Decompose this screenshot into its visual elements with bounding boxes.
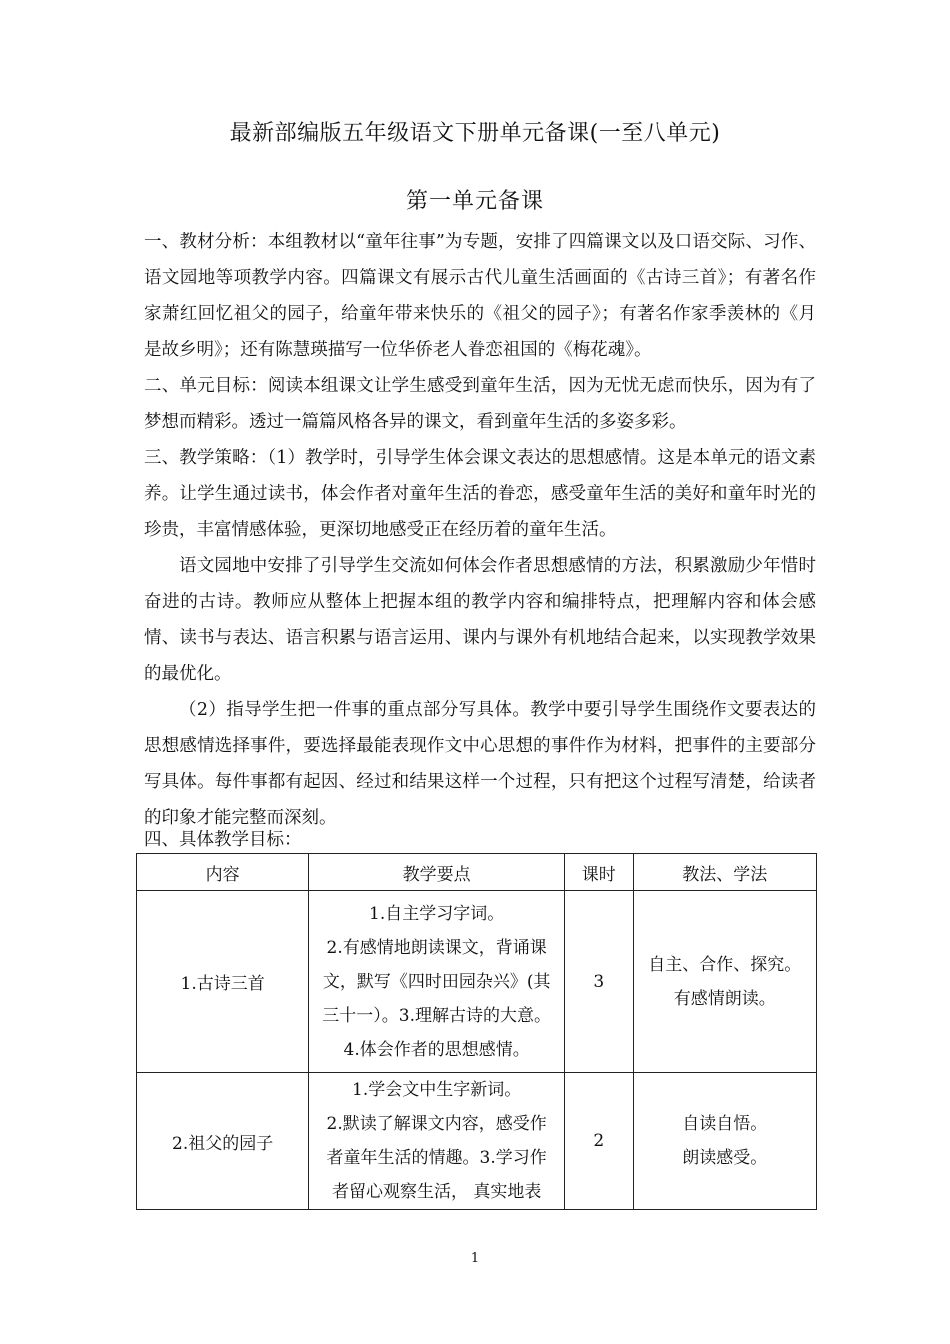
point-line: 三十一）。3.理解古诗的大意。 [322,1005,552,1026]
cell-methods [633,1073,816,1210]
cell-content: 2.祖父的园子 [137,1073,309,1210]
paragraph-goals: 二、单元目标：阅读本组课文让学生感受到童年生活，因为无忧无虑而快乐，因为有了梦想而精彩。透过一篇篇风格各异的课文，看到童年生活的多姿多彩。 [144,376,816,432]
method-line: 朗读感受。 [682,1148,768,1168]
cell-teaching-points [309,891,565,1073]
header-teaching-points: 教学要点 [309,854,565,891]
point-line: 1.学会文中生字新词。 [352,1080,522,1100]
cell-class-hours: 2 [564,1073,633,1210]
unit-title: 第一单元备课 [405,189,544,214]
table-header-row [137,854,817,891]
paragraph-language-garden: 语文园地中安排了引导学生交流如何体会作者思想感情的方法，积累激励少年惜时奋进的古诗。教师应从整体上把握本组的教学内容和编排特点，把理解内容和体会感情、读书与表达、语言积累与语言运用、课内与课外有机地结合起来，以实现教学效果的最优化。 [144,556,816,684]
point-line: 2.默读了解课文内容，感受作 [326,1114,547,1134]
teaching-objectives-table [136,853,817,1210]
paragraph-analysis: 一、教材分析：本组教材以“童年往事”为专题，安排了四篇课文以及口语交际、习作、语文园地等项教学内容。四篇课文有展示古代儿童生活画面的《古诗三首》；有著名作家萧红回忆祖父的园子，给童年带来快乐的《祖父的园子》；有著名作家季羡林的《月是故乡明》；还有陈慧瑛描写一位华侨老人眷恋祖国的《梅花魂》。 [144,232,816,360]
point-line: 文，默写《四时田园杂兴》(其 [322,971,551,992]
point-line: 者留心观察生活， 真实地表 [331,1182,542,1202]
cell-content: 1.古诗三首 [137,891,309,1073]
header-content: 内容 [137,854,309,891]
page-number: 1 [470,1251,480,1266]
section-heading-objectives: 四、具体教学目标： [144,830,302,850]
table-row [137,1073,817,1210]
paragraph-strategy: 三、教学策略：（1）教学时，引导学生体会课文表达的思想感情。这是本单元的语文素养。让学生通过读书，体会作者对童年生活的眷恋，感受童年生活的美好和童年时光的珍贵，丰富情感体验，更深切地感受正在经历着的童年生活。 [144,448,816,540]
point-line: 4.体会作者的思想感情。 [343,1039,530,1060]
cell-class-hours: 3 [564,891,633,1073]
header-class-hours: 课时 [564,854,633,891]
point-line: 者童年生活的情趣。3.学习作 [326,1148,547,1168]
point-line: 1.自主学习字词。 [369,903,505,924]
document-title: 最新部编版五年级语文下册单元备课(一至八单元) [229,121,721,146]
cell-methods [633,891,816,1073]
cell-teaching-points [309,1073,565,1210]
header-methods: 教法、学法 [633,854,816,891]
body-text [144,224,816,836]
method-line: 自主、合作、探究。 [648,954,802,975]
method-line: 自读自悟。 [682,1114,768,1134]
paragraph-writing-guidance: （2）指导学生把一件事的重点部分写具体。教学中要引导学生围绕作文要表达的思想感情选择事件，要选择最能表现作文中心思想的事件作为材料，把事件的主要部分写具体。每件事都有起因、经过和结果这样一个过程，只有把这个过程写清楚，给读者的印象才能完整而深刻。 [144,700,816,828]
table-row [137,891,817,1073]
method-line: 有感情朗读。 [673,988,776,1009]
point-line: 2.有感情地朗读课文，背诵课 [326,937,547,958]
